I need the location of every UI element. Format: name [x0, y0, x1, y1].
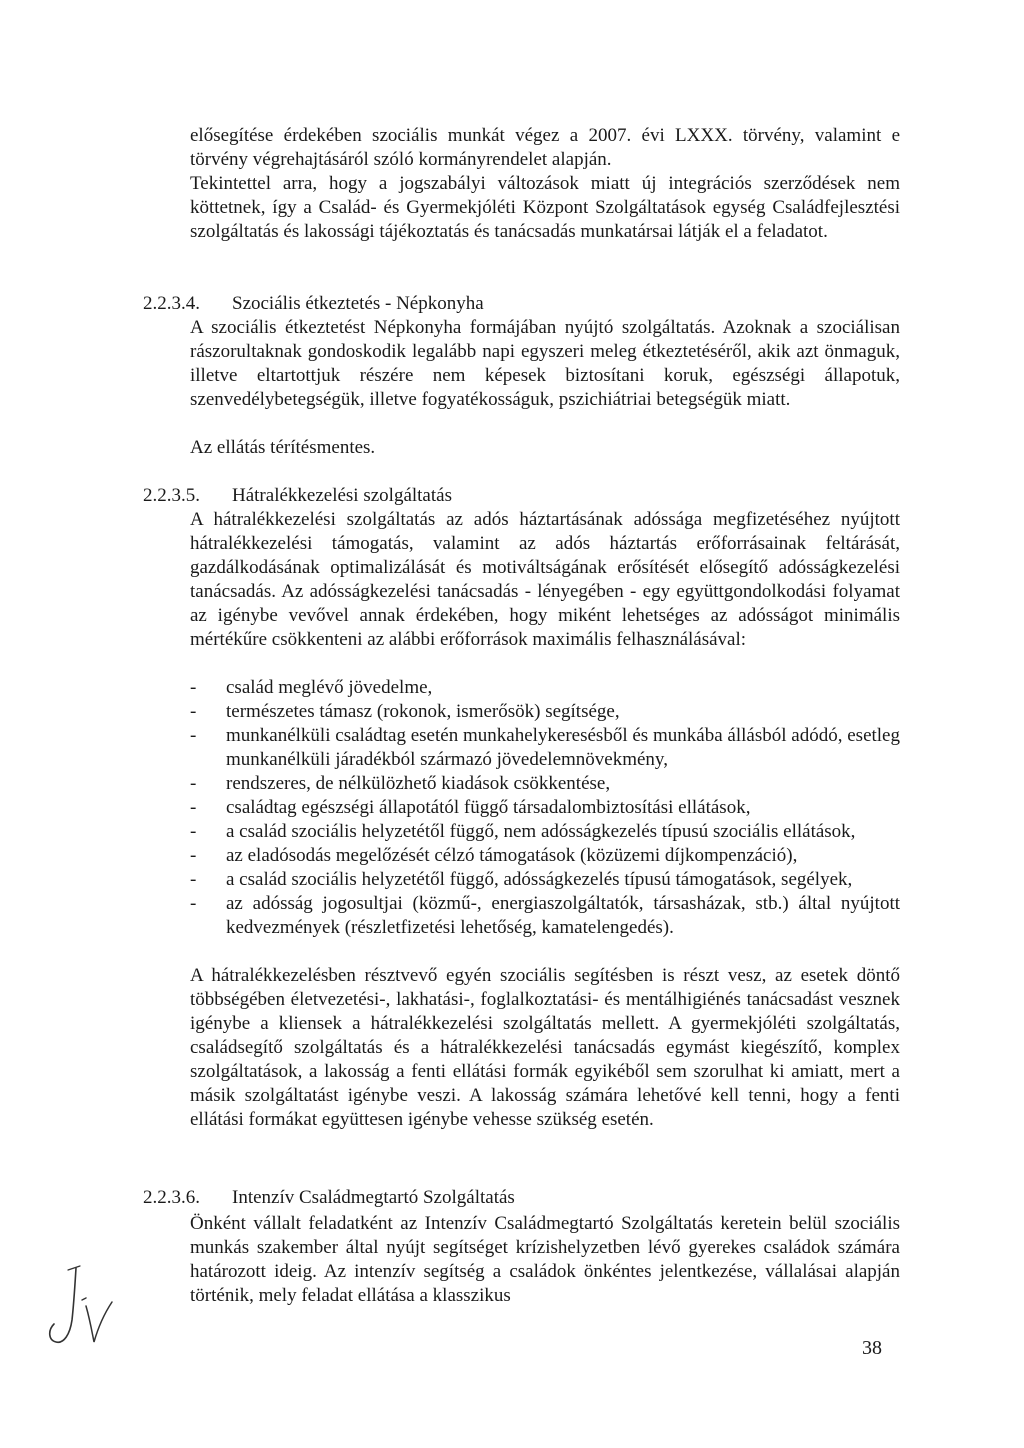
list-item: - az adósság jogosultjai (közmű-, energiaszolgáltatók, társasházak, stb.) által nyújtott kedvezmények (részletfizetési lehetőség, kamatelengedés).	[190, 893, 900, 938]
section-body-2234: A szociális étkeztetést Népkonyha formájában nyújtó szolgáltatás. Azoknak a szociálisan rászorultaknak gondoskodik legalább napi egyszeri meleg étkeztetéséről, akik azt önmaguk, illetve eltartottjuk részére nem képesek biztosítani koruk, egészségi állapotuk, szenvedélybetegségük, illetve fogyatékosságuk, pszichiátriai betegségük miatt.	[190, 317, 900, 410]
section-number-2235: 2.2.3.5.	[143, 485, 200, 506]
section-title-2234: Szociális étkeztetés - Népkonyha	[232, 293, 484, 314]
list-item: - az eladósodás megelőzését célzó támogatások (közüzemi díjkompenzáció),	[190, 845, 798, 866]
list-item: - munkanélküli családtag esetén munkahelykeresésből és munkába állásból adódó, esetleg munkanélküli járadékból származó jövedelemnövekmény,	[190, 725, 900, 770]
section-title-2235: Hátralékkezelési szolgáltatás	[232, 485, 452, 506]
resource-list	[190, 676, 900, 940]
intro-paragraph-2: Tekintettel arra, hogy a jogszabályi változások miatt új integrációs szerződések nem köttetnek, így a Család- és Gyermekjóléti Központ Szolgáltatások egység Családfejlesztési szolgáltatás és lakossági tájékoztatás és tanácsadás munkatársai látják el a feladatot.	[190, 173, 900, 242]
section-title-2236: Intenzív Családmegtartó Szolgáltatás	[232, 1187, 515, 1208]
list-item: - családtag egészségi állapotától függő társadalombiztosítási ellátások,	[190, 797, 751, 818]
section-closing-2235: A hátralékkezelésben résztvevő egyén szociális segítésben is részt vesz, az esetek döntő többségében életvezetési-, lakhatási-, foglalkoztatási- és mentálhigiénés tanácsadást vesznek igénybe a kliensek a hátralékkezelési szolgáltatás mellett. A gyermekjóléti szolgáltatás, családsegítő szolgáltatás és a hátralékkezelési tanácsadás egymást kiegészítő, komplex szolgáltatások, a lakosság a fenti ellátási formák egyikéből sem szorulhat ki amiatt, mert a másik szolgáltatást igénybe veszi. A lakosság számára lehetővé kell tenni, hogy a fenti ellátási formákat együttesen igénybe vehesse szükség esetén.	[190, 965, 900, 1130]
section-number-2234: 2.2.3.4.	[143, 293, 200, 314]
signature-initials	[28, 1262, 118, 1352]
section-number-2236: 2.2.3.6.	[143, 1187, 200, 1208]
page-number: 38	[862, 1337, 882, 1359]
section-body-2235: A hátralékkezelési szolgáltatás az adós háztartásának adóssága megfizetéséhez nyújtott hátralékkezelési támogatás, valamint az adós háztartás erőforrásainak feltárását, gazdálkodásának optimalizálását és motiváltságának erősítését elősegítő adósságkezelési tanácsadás. Az adósságkezelési tanácsadás - lényegében - egy együttgondolkodási folyamat az igénybe vevővel annak érdekében, hogy miként lehetséges az adósságot minimális mértékűre csökkenteni az alábbi erőforrások maximális felhasználásával:	[190, 509, 900, 650]
list-item: - természetes támasz (rokonok, ismerősök) segítsége,	[190, 701, 620, 722]
list-item: - rendszeres, de nélkülözhető kiadások csökkentése,	[190, 773, 611, 794]
list-item: - a család szociális helyzetétől függő, nem adósságkezelés típusú szociális ellátások,	[190, 821, 856, 842]
section-note-2234: Az ellátás térítésmentes.	[190, 437, 376, 458]
intro-paragraph-1: elősegítése érdekében szociális munkát végez a 2007. évi LXXX. törvény, valamint e törvény végrehajtásáról szóló kormányrendelet alapján.	[190, 125, 900, 170]
section-body-2236: Önként vállalt feladatként az Intenzív Családmegtartó Szolgáltatás keretein belül szociális munkás szakember által nyújt segítséget krízishelyzetben lévő gyerekes családok számára határozott ideig. Az intenzív segítség a családok önkéntes jelentkezése, vállalásai alapján történik, mely feladat ellátása a klasszikus	[190, 1213, 900, 1306]
list-item: - a család szociális helyzetétől függő, adósságkezelés típusú támogatások, segélyek,	[190, 869, 853, 890]
list-item: - család meglévő jövedelme,	[190, 677, 433, 698]
